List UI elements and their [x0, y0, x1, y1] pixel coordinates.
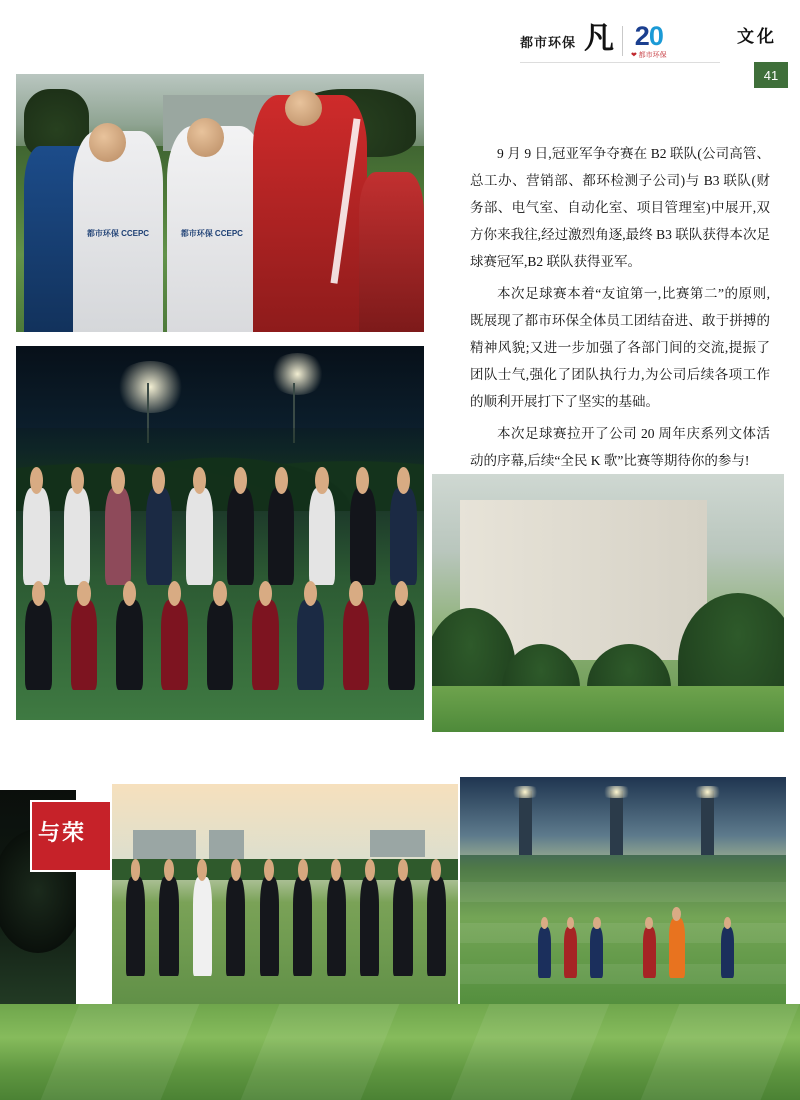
article-paragraph-3: 本次足球赛拉开了公司 20 周年庆系列文体活动的序幕,后续“全民 K 歌”比赛等期待你的参与!	[470, 426, 770, 468]
jersey-text-left: 都市环保 CCEPC	[86, 229, 150, 239]
photo-person	[25, 600, 52, 690]
photo-front-row	[16, 600, 424, 690]
stadium-light-glow	[269, 353, 326, 394]
photo-person	[146, 488, 173, 585]
photo-person-red	[253, 95, 367, 332]
jersey-text-right: 都市环保 CCEPC	[180, 229, 243, 239]
photo-person	[252, 600, 279, 690]
anniversary-digit-0: 0	[648, 21, 663, 51]
photo-person	[343, 600, 370, 690]
photo-person	[226, 877, 245, 976]
grass-stripe	[451, 1004, 610, 1100]
photo-person	[116, 600, 143, 690]
photo-person	[126, 877, 145, 976]
photo-person	[71, 600, 98, 690]
banner-text: 与荣	[38, 820, 87, 845]
photo-lineup	[110, 782, 462, 1014]
photo-person	[390, 488, 417, 585]
photo-person	[64, 488, 91, 585]
pitch-stripe	[460, 964, 786, 985]
photo-person	[427, 877, 446, 976]
photo-person	[297, 600, 324, 690]
photo-team-night	[14, 344, 426, 722]
photo-person	[260, 877, 279, 976]
floodlight-tower	[701, 791, 714, 855]
grass-stripe	[41, 1004, 200, 1100]
photo-match	[458, 775, 788, 1007]
photo-player	[590, 927, 603, 977]
photo-building	[430, 472, 786, 734]
photo-head	[89, 123, 126, 162]
photo-back-row	[16, 488, 424, 585]
photo-person	[23, 488, 50, 585]
article-body	[470, 140, 770, 500]
publication-logo-icon: 凡	[584, 22, 615, 55]
photo-person	[186, 488, 213, 585]
photo-person	[293, 877, 312, 976]
section-tab-label: 文化	[737, 26, 777, 46]
photo-head	[285, 90, 322, 126]
page-number-box	[754, 62, 788, 88]
photo-player-row	[126, 871, 446, 976]
photo-player	[564, 927, 577, 977]
page-number: 41	[763, 67, 779, 83]
floodlight-tower	[610, 791, 623, 855]
photo-person	[268, 488, 295, 585]
photo-person	[350, 488, 377, 585]
anniversary-subtitle: ❤ 都市环保	[631, 51, 667, 59]
photo-person	[327, 877, 346, 976]
floodlight-glow	[600, 786, 633, 797]
floodlight-glow	[691, 786, 724, 797]
anniversary-digit-2: 2	[634, 21, 649, 51]
photo-person	[360, 877, 379, 976]
anniversary-number	[635, 23, 663, 50]
pitch-stripe	[460, 923, 786, 944]
jersey-stripe	[330, 119, 360, 284]
photo-player	[538, 927, 551, 977]
photo-player	[643, 927, 656, 977]
photo-goalkeeper	[669, 918, 685, 977]
photo-background-building	[370, 830, 426, 857]
section-tab	[714, 12, 800, 56]
photo-person	[161, 600, 188, 690]
header-rule	[520, 62, 720, 63]
stadium-light-glow	[114, 361, 187, 413]
photo-person	[393, 877, 412, 976]
photo-handshake	[14, 72, 426, 334]
photo-background-building	[209, 830, 244, 860]
photo-person	[227, 488, 254, 585]
photo-head	[187, 118, 224, 157]
grass-stripe	[641, 1004, 800, 1100]
masthead-divider	[622, 26, 623, 56]
photo-person	[105, 488, 132, 585]
photo-person-red-2	[359, 172, 424, 332]
floodlight-tower	[519, 791, 532, 855]
photo-player	[721, 927, 734, 977]
photo-lawn	[432, 686, 784, 732]
article-paragraph-2: 本次足球赛本着“友谊第一,比赛第二”的原则,既展现了都市环保全体员工团结奋进、敢于拼搏的精神风貌;又进一步加强了各部门间的交流,提振了团队士气,强化了团队执行力,为公司后续各项工作的顺利开展打下了坚实的基础。	[470, 286, 770, 409]
pitch-stripe	[460, 882, 786, 903]
publication-name: 都市环保	[520, 34, 577, 50]
photo-person	[309, 488, 336, 585]
photo-person	[193, 877, 212, 976]
grass-band	[0, 1004, 800, 1100]
photo-person	[159, 877, 178, 976]
photo-person	[388, 600, 415, 690]
anniversary-logo	[631, 23, 667, 59]
article-paragraph-1: 9 月 9 日,冠亚军争夺赛在 B2 联队(公司高管、总工办、营销部、都环检测子公司)与 B3 联队(财务部、电气室、自动化室、项目管理室)中展开,双方你来我往,经过激烈角逐,最终 B3 联队获得本次足球赛冠军,B2 联队获得亚军。	[470, 146, 770, 269]
grass-stripe	[241, 1004, 400, 1100]
photo-person	[207, 600, 234, 690]
section-tab-corner	[688, 12, 714, 56]
floodlight-glow	[509, 786, 542, 797]
